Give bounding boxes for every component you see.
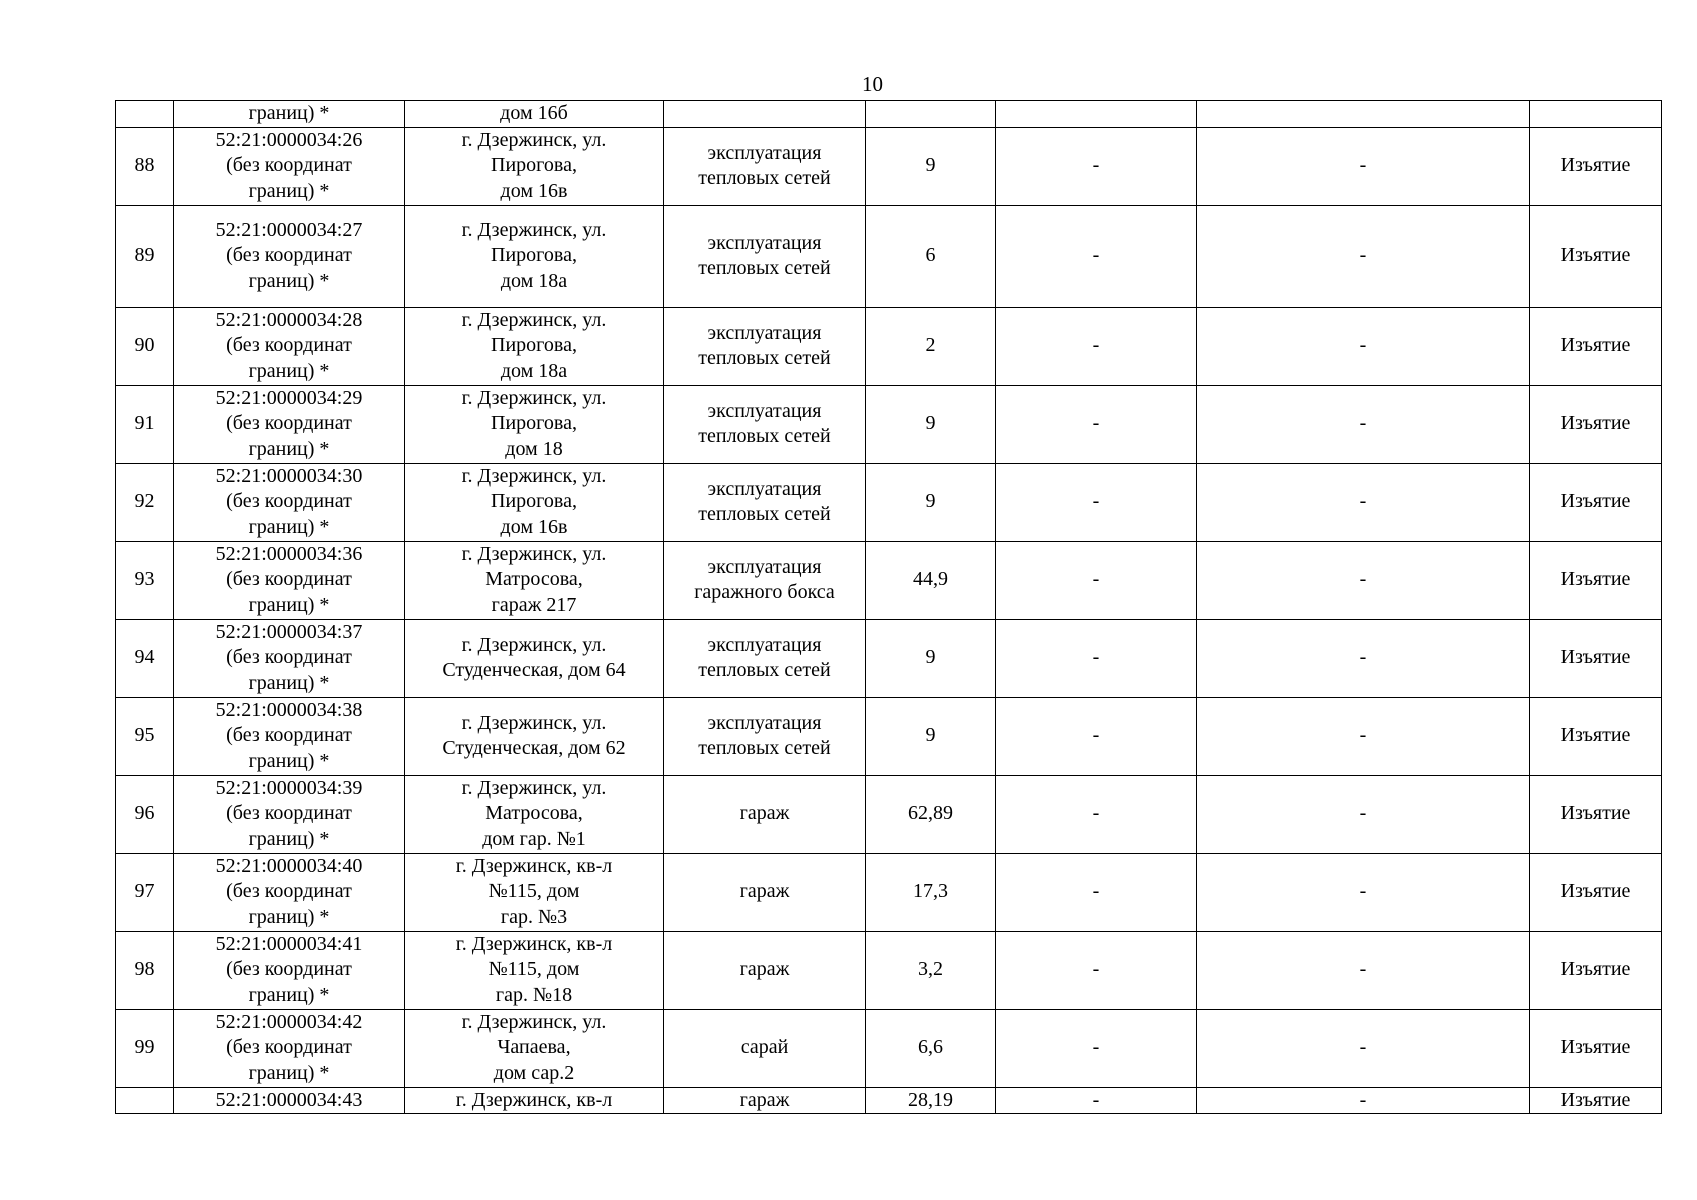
permitted-use-cell: эксплуатация тепловых сетей [664, 697, 866, 775]
address-cell: г. Дзержинск, ул. Студенческая, дом 64 [405, 619, 664, 697]
column-6-cell: - [996, 385, 1197, 463]
permitted-use-cell: гараж [664, 931, 866, 1009]
cadastral-number-cell: 52:21:0000034:43 [174, 1087, 405, 1114]
row-number-cell: 90 [116, 307, 174, 385]
column-6-cell: - [996, 697, 1197, 775]
action-cell: Изъятие [1530, 1087, 1662, 1114]
table-row [116, 385, 1662, 463]
cadastral-number-cell: 52:21:0000034:30 (без координат границ) * [174, 463, 405, 541]
page-number: 10 [862, 72, 883, 96]
action-cell: Изъятие [1530, 463, 1662, 541]
action-cell: Изъятие [1530, 127, 1662, 205]
column-6-cell: - [996, 931, 1197, 1009]
area-cell: 9 [866, 127, 996, 205]
row-number-cell: 99 [116, 1009, 174, 1087]
address-cell: г. Дзержинск, ул. Матросова, гараж 217 [405, 541, 664, 619]
land-plot-table [115, 100, 1662, 1114]
table-row [116, 619, 1662, 697]
table-row [116, 101, 1662, 128]
table-row [116, 775, 1662, 853]
action-cell: Изъятие [1530, 931, 1662, 1009]
address-cell: г. Дзержинск, ул. Пирогова, дом 18а [405, 307, 664, 385]
action-cell: Изъятие [1530, 205, 1662, 307]
permitted-use-cell: гараж [664, 853, 866, 931]
permitted-use-cell: эксплуатация тепловых сетей [664, 619, 866, 697]
address-cell: г. Дзержинск, ул. Чапаева, дом сар.2 [405, 1009, 664, 1087]
area-cell: 28,19 [866, 1087, 996, 1114]
table-row [116, 463, 1662, 541]
address-cell: г. Дзержинск, ул. Студенческая, дом 62 [405, 697, 664, 775]
permitted-use-cell: эксплуатация тепловых сетей [664, 205, 866, 307]
column-6-cell: - [996, 127, 1197, 205]
area-cell: 17,3 [866, 853, 996, 931]
row-number-cell [116, 101, 174, 128]
column-7-cell: - [1197, 205, 1530, 307]
column-6-cell: - [996, 463, 1197, 541]
row-number-cell: 98 [116, 931, 174, 1009]
area-cell: 9 [866, 697, 996, 775]
permitted-use-cell: эксплуатация тепловых сетей [664, 127, 866, 205]
action-cell: Изъятие [1530, 775, 1662, 853]
action-cell: Изъятие [1530, 853, 1662, 931]
address-cell: г. Дзержинск, ул. Пирогова, дом 18а [405, 205, 664, 307]
table-row [116, 307, 1662, 385]
column-7-cell: - [1197, 541, 1530, 619]
row-number-cell [116, 1087, 174, 1114]
cadastral-number-cell: 52:21:0000034:40 (без координат границ) * [174, 853, 405, 931]
permitted-use-cell: эксплуатация тепловых сетей [664, 463, 866, 541]
action-cell: Изъятие [1530, 541, 1662, 619]
address-cell: г. Дзержинск, кв-л [405, 1087, 664, 1114]
row-number-cell: 89 [116, 205, 174, 307]
permitted-use-cell: сарай [664, 1009, 866, 1087]
column-6-cell: - [996, 205, 1197, 307]
column-6-cell: - [996, 541, 1197, 619]
cadastral-number-cell: 52:21:0000034:42 (без координат границ) * [174, 1009, 405, 1087]
column-7-cell: - [1197, 1087, 1530, 1114]
area-cell: 9 [866, 463, 996, 541]
address-cell: г. Дзержинск, ул. Матросова, дом гар. №1 [405, 775, 664, 853]
row-number-cell: 97 [116, 853, 174, 931]
area-cell: 6 [866, 205, 996, 307]
action-cell: Изъятие [1530, 385, 1662, 463]
column-7-cell: - [1197, 127, 1530, 205]
area-cell [866, 101, 996, 128]
area-cell: 3,2 [866, 931, 996, 1009]
cadastral-number-cell: 52:21:0000034:29 (без координат границ) * [174, 385, 405, 463]
table-row [116, 205, 1662, 307]
action-cell: Изъятие [1530, 697, 1662, 775]
column-7-cell: - [1197, 463, 1530, 541]
address-cell: г. Дзержинск, ул. Пирогова, дом 16в [405, 127, 664, 205]
column-7-cell: - [1197, 775, 1530, 853]
table-row [116, 931, 1662, 1009]
table-row [116, 853, 1662, 931]
area-cell: 6,6 [866, 1009, 996, 1087]
column-7-cell: - [1197, 385, 1530, 463]
cadastral-number-cell: 52:21:0000034:37 (без координат границ) * [174, 619, 405, 697]
column-6-cell: - [996, 853, 1197, 931]
cadastral-number-cell: границ) * [174, 101, 405, 128]
cadastral-number-cell: 52:21:0000034:39 (без координат границ) * [174, 775, 405, 853]
row-number-cell: 94 [116, 619, 174, 697]
permitted-use-cell: эксплуатация тепловых сетей [664, 385, 866, 463]
column-6-cell: - [996, 775, 1197, 853]
permitted-use-cell: гараж [664, 775, 866, 853]
area-cell: 2 [866, 307, 996, 385]
permitted-use-cell [664, 101, 866, 128]
column-7-cell: - [1197, 1009, 1530, 1087]
row-number-cell: 95 [116, 697, 174, 775]
column-6-cell: - [996, 1009, 1197, 1087]
table-row [116, 1009, 1662, 1087]
permitted-use-cell: эксплуатация тепловых сетей [664, 307, 866, 385]
row-number-cell: 88 [116, 127, 174, 205]
column-7-cell: - [1197, 697, 1530, 775]
column-7-cell: - [1197, 853, 1530, 931]
permitted-use-cell: эксплуатация гаражного бокса [664, 541, 866, 619]
row-number-cell: 92 [116, 463, 174, 541]
address-cell: г. Дзержинск, кв-л №115, дом гар. №3 [405, 853, 664, 931]
action-cell [1530, 101, 1662, 128]
permitted-use-cell: гараж [664, 1087, 866, 1114]
cadastral-number-cell: 52:21:0000034:38 (без координат границ) * [174, 697, 405, 775]
table-row [116, 541, 1662, 619]
cadastral-number-cell: 52:21:0000034:36 (без координат границ) * [174, 541, 405, 619]
cadastral-number-cell: 52:21:0000034:41 (без координат границ) * [174, 931, 405, 1009]
column-6-cell: - [996, 307, 1197, 385]
column-7-cell: - [1197, 307, 1530, 385]
row-number-cell: 93 [116, 541, 174, 619]
table-row [116, 697, 1662, 775]
area-cell: 44,9 [866, 541, 996, 619]
action-cell: Изъятие [1530, 1009, 1662, 1087]
column-6-cell: - [996, 1087, 1197, 1114]
cadastral-number-cell: 52:21:0000034:26 (без координат границ) * [174, 127, 405, 205]
column-6-cell [996, 101, 1197, 128]
column-6-cell: - [996, 619, 1197, 697]
table-row [116, 127, 1662, 205]
address-cell: г. Дзержинск, ул. Пирогова, дом 18 [405, 385, 664, 463]
area-cell: 9 [866, 619, 996, 697]
address-cell: г. Дзержинск, кв-л №115, дом гар. №18 [405, 931, 664, 1009]
column-7-cell [1197, 101, 1530, 128]
area-cell: 9 [866, 385, 996, 463]
address-cell: г. Дзержинск, ул. Пирогова, дом 16в [405, 463, 664, 541]
column-7-cell: - [1197, 619, 1530, 697]
row-number-cell: 91 [116, 385, 174, 463]
row-number-cell: 96 [116, 775, 174, 853]
cadastral-number-cell: 52:21:0000034:27 (без координат границ) * [174, 205, 405, 307]
table-row [116, 1087, 1662, 1114]
action-cell: Изъятие [1530, 619, 1662, 697]
address-cell: дом 16б [405, 101, 664, 128]
cadastral-number-cell: 52:21:0000034:28 (без координат границ) * [174, 307, 405, 385]
area-cell: 62,89 [866, 775, 996, 853]
column-7-cell: - [1197, 931, 1530, 1009]
action-cell: Изъятие [1530, 307, 1662, 385]
